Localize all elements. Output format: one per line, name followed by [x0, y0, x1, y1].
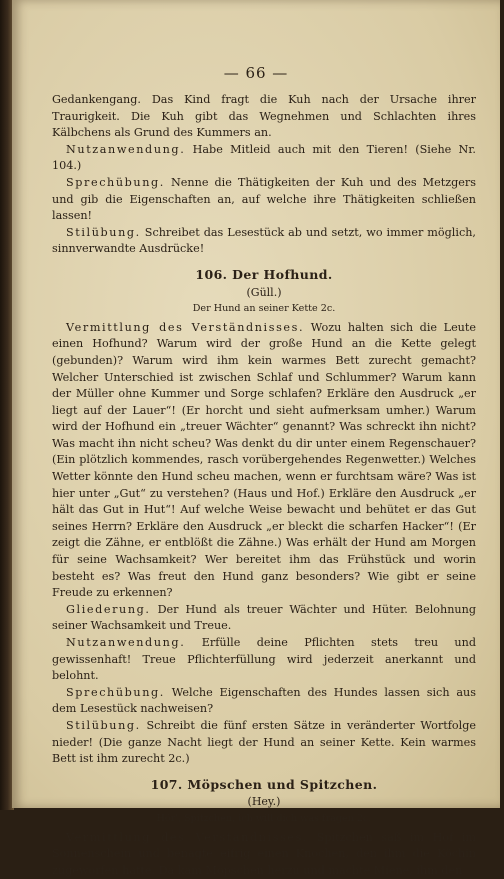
paragraph-lead: Vermittlung des Verständnisses.	[66, 830, 309, 844]
paragraph-lead: Nutzanwendung.	[66, 636, 186, 649]
paragraph-text: Wozu halten sich die Leute einen Hofhund? Warum wird der große Hund an die Kette gelegt (gebunden)? Warum wird ihm kein warmes Bett zurecht gemacht? Welcher Unterschied ist zwischen Schlaf und Schlummer? Warum kann der Müller ohne Kummer und Sorge schlafen? Erkläre den Ausdruck „er liegt auf der Lauer“! (Er horcht und sieht aufmerksam umher.) Warum wird der Hofhund ein „treuer Wächter“ genannt? Was schreckt ihn nicht? Was macht ihn nicht scheu? Was denkt du dir unter einem Regenschauer? (Ein plötzlich kommendes, rasch vorübergehendes Regenwetter.) Welches Wetter könnte den Hund scheu machen, wenn er furchtsam wäre? Was ist hier unter „Gut“ zu verstehen? (Haus und Hof.) Erkläre den Ausdruck „er hält das Gut in Hut“! Auf welche Weise bewacht und behütet er das Gut seines Herrn? Erkläre den Ausdruck „er bleckt die scharfen Hacker“! (Er zeigt die Zähne, er entblößt die Zähne.) Was erhält der Hund am Morgen für seine Wachsamkeit? Wer bereitet ihm das Frühstück und worin besteht es? Was freut den Hund ganz besonders? Wie gibt er seine Freude zu erkennen?	[52, 320, 477, 600]
section-heading: 106. Der Hofhund.	[195, 266, 333, 282]
paragraph-lead: Sprechübung.	[66, 175, 165, 189]
paragraph-text: Welche Eigenschaften des Hundes lassen sich aus dem Lesestück nachweisen?	[52, 685, 476, 716]
paragraph-vermittlung	[52, 830, 476, 879]
paragraph-lead: Nutzanwendung.	[66, 142, 186, 156]
paragraph-lead: Stilübung.	[66, 718, 141, 732]
paragraph-lead: Sprechübung.	[66, 685, 165, 699]
paragraph-sprechuebung	[52, 175, 476, 225]
section-motto: Der Hund an seiner Kette 2c.	[192, 303, 336, 315]
paragraph-nutzanwendung	[52, 635, 476, 685]
section-author: (Güll.)	[246, 285, 282, 299]
paragraph-lead: Stilübung.	[66, 225, 141, 239]
paragraph-sprechuebung	[52, 685, 476, 718]
paragraph-lead: Vermittlung des Verständnisses.	[66, 320, 305, 334]
page-body	[52, 92, 476, 879]
paragraph-text: Nenne die Thätigkeiten der Kuh und des Metzgers und gib die Eigenschaften an, auf welche ihre Thätigkeiten schließen lassen!	[52, 175, 476, 223]
section-author: (Hey.)	[247, 795, 281, 809]
paragraph-text: Gedankengang. Das Kind fragt die Kuh nach der Ursache ihrer Traurigkeit. Die Kuh gibt das Wegnehmen und Schlachten ihres Kälbchens als Grund des Kummers an.	[52, 93, 476, 140]
paragraph-vermittlung	[52, 320, 476, 602]
paragraph-text: Schreibet das Lesestück ab und setzt, wo immer möglich, sinnverwandte Ausdrücke!	[52, 225, 476, 256]
section-motto: Hör', Spitzchen, ich will dich was fragen 2c.	[156, 812, 372, 824]
paragraph-gedankengang	[52, 92, 476, 142]
paragraph-gliederung	[52, 602, 476, 635]
paragraph-text: Habe Mitleid auch mit den Tieren! (Siehe Nr. 104.)	[52, 142, 476, 173]
paragraph-stiluebung	[52, 225, 476, 258]
book-page	[12, 0, 500, 877]
paragraph-text: Spitzchen saß im Hof im Sonnenschein und benagte eifrig einen Knochen, den ihm die Köchin zugeworfen hatte. Da kam Möpschen herzu und machte Miene, ihm den	[52, 830, 477, 877]
paragraph-lead: Gliederung.	[66, 602, 151, 616]
paragraph-text: Der Hund als treuer Wächter und Hüter. Belohnung seiner Wachsamkeit und Treue.	[52, 602, 476, 633]
paragraph-nutzanwendung	[52, 142, 476, 175]
paragraph-text: Schreibt die fünf ersten Sätze in veränderter Wortfolge nieder! (Die ganze Nacht liegt der Hund an seiner Kette. Kein warmes Bett ist ihm zurecht 2c.)	[52, 718, 476, 766]
section-heading: 107. Möpschen und Spitzchen.	[150, 776, 378, 792]
paragraph-stiluebung	[52, 718, 476, 768]
page-number: — 66 —	[223, 64, 289, 82]
paragraph-text: Erfülle deine Pflichten stets treu und gewissenhaft! Treue Pflichterfüllung wird jederzeit anerkannt und belohnt.	[52, 636, 476, 683]
